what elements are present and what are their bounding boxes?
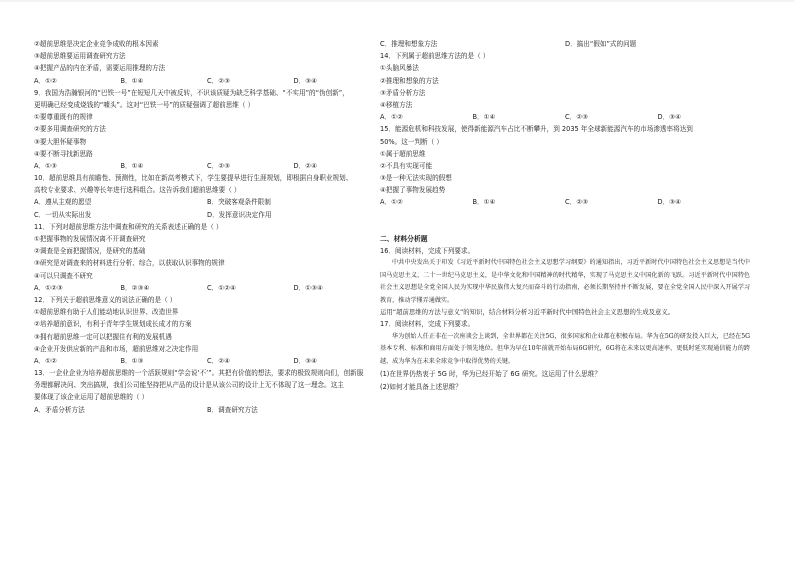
answer-option: B．①③ xyxy=(120,356,144,365)
question-line: ②推理和想象的方法 xyxy=(380,76,439,85)
question-line: 高校专业要求、兴趣等长年进行选科组合。这告诉我们超前思维要（ ） xyxy=(34,186,241,195)
answer-options xyxy=(380,38,750,50)
answer-option: B．①④ xyxy=(472,198,496,207)
question-line: 11．下列对超前思维方法中调查和研究的关系表述正确的是（ ） xyxy=(34,222,223,231)
question-line: ③是一种无法实现的假想 xyxy=(380,174,452,183)
question-line: ④移植方法 xyxy=(380,100,413,109)
answer-option: A．①③ xyxy=(34,161,57,170)
answer-option: D．②④ xyxy=(293,161,317,170)
answer-options xyxy=(34,196,380,208)
left-column xyxy=(34,38,380,416)
answer-option: A．矛盾分析方法 xyxy=(34,405,85,414)
question-line: ②调查是全面把握情况，是研究的基础 xyxy=(34,247,146,256)
answer-option: B．①④ xyxy=(120,76,144,85)
answer-options xyxy=(380,196,750,208)
question-line: ③要大胆怀疑事物 xyxy=(34,137,87,146)
answer-option: C．②③ xyxy=(565,113,589,122)
answer-option: C．①②④ xyxy=(207,283,236,292)
question-line: ①超前思维有助于人们能动地认识世界、改造世界 xyxy=(34,308,179,317)
question-line: 12．下列关于超前思维意义的说法正确的是（ ） xyxy=(34,295,177,304)
question-line: 13．一企业企业为培养超前思维的一个活跃规则“学会说‘不’”。其把有价值的想法，要求的极致规则向们，创新服 xyxy=(34,369,364,378)
question-line: ④把握产品的内在矛盾，需要运用推理的方法 xyxy=(34,64,166,73)
question-line: 要体现了该企业运用了超前思维的（ ） xyxy=(34,393,149,402)
q17-title: 17．阅读材料，完成下列要求。 xyxy=(380,320,475,329)
answer-option: C．推理和想象方法 xyxy=(380,40,438,48)
answer-option: A．①② xyxy=(380,198,403,207)
question-line: 10．超前思维具有前瞻性、预测性，比如在新高考模式下，学生要提早进行生涯规划，即根据自身职业规划、 xyxy=(34,174,353,183)
question-line: 14．下列属于超前思维方法的是（ ） xyxy=(380,52,490,61)
question-line: ③矛盾分析方法 xyxy=(380,88,426,97)
answer-option: A．①② xyxy=(34,356,57,365)
q16-material: 中共中央发出关于印发《习近平新时代中国特色社会主义思想学习纲要》的通知指出，习近平新时代中国特色社会主义思想是当代中国马克思主义、二十一世纪马克思主义，是中华文化和中国精神的时代精华，实现了马克思主义中国化新的飞跃。习近平新时代中国特色社会主义思想是全党全国人民为实现中华民族伟大复兴而奋斗的行动指南，必须长期坚持并不断发展，要在全党全国人民中深入开展学习教育，推动学懂弄通做实。 xyxy=(380,259,750,304)
section-title: 二、材料分析题 xyxy=(380,234,428,243)
answer-option: C．②④ xyxy=(207,356,231,365)
question-line: ①头脑风暴法 xyxy=(380,64,419,73)
question-line: ④企业开发供应新的产品和市场，超前思维对之决定作用 xyxy=(34,344,199,353)
answer-option: C．一切从实际出发 xyxy=(34,210,92,219)
answer-option: A．遵从主观的愿望 xyxy=(34,198,92,207)
answer-options xyxy=(34,404,380,416)
right-column xyxy=(380,38,750,393)
answer-option: B．突破客观条件限制 xyxy=(207,198,271,207)
answer-option: C．②③ xyxy=(207,161,231,170)
question-line: ②培养超前意识，有利于青年学生规划成长成才的方案 xyxy=(34,320,192,329)
answer-option: A．①②③ xyxy=(34,283,63,292)
question-line: ①属于超前思维 xyxy=(380,149,426,158)
q17-question-2: (2)如何才能具备上述思维？ xyxy=(380,382,462,391)
answer-option: B．②③④ xyxy=(120,283,150,292)
answer-option: D．①③④ xyxy=(293,283,323,292)
top-edge xyxy=(0,0,794,2)
question-line: ④可以只调查不研究 xyxy=(34,271,93,280)
question-line: ①把握事物的发展情况离不开调查研究 xyxy=(34,235,146,243)
question-line: 50%。这一判断（ ） xyxy=(380,137,443,146)
answer-options xyxy=(34,282,380,294)
answer-option: A．①② xyxy=(380,113,403,122)
answer-option: C．②③ xyxy=(207,76,231,85)
question-line: ①要尊重既有的规律 xyxy=(34,113,93,122)
answer-option: A．①② xyxy=(34,76,57,85)
answer-option: B．调查研究方法 xyxy=(207,405,258,414)
q16-title: 16．阅读材料，完成下列要求。 xyxy=(380,246,475,255)
question-line: 9．我国为浩瀚银河的“巴铁一号”在短短几天中被反转，不识该质疑为缺乏科学基础、“不实用”的“伪创新”， xyxy=(34,88,349,97)
answer-option: D．③④ xyxy=(293,356,317,365)
question-line: ③研究是对调查来的材料进行分析、综合，以获取认识事物的规律 xyxy=(34,259,225,268)
answer-options xyxy=(34,75,380,87)
question-line: 15．能源危机和科技发展，使得新能源汽车占比不断攀升，到 2035 年全球新能源汽车的市场渗透率将达到 xyxy=(380,125,693,134)
question-line: ④要不断寻找新思路 xyxy=(34,149,93,158)
answer-option: D．搞出“假如”式的问题 xyxy=(565,40,637,48)
q16-question: 运用“超前思维的方法与意义”的知识，结合材料分析习近平新时代中国特色社会主义思想的生成及意义。 xyxy=(380,308,675,317)
question-line: ④把握了事物发展趋势 xyxy=(380,186,446,195)
right-column-questions xyxy=(380,38,750,209)
answer-option: B．①④ xyxy=(120,161,144,170)
answer-options xyxy=(34,160,380,172)
question-line: ③超前思维要运用调查研究方法 xyxy=(34,52,126,61)
answer-options xyxy=(34,355,380,367)
answer-options xyxy=(34,209,380,221)
answer-option: D．③④ xyxy=(293,76,317,85)
question-line: ③拥有超前思维一定可以把握住有利的发展机遇 xyxy=(34,332,172,341)
answer-option: D．③④ xyxy=(657,198,681,207)
question-line: ②要多用调查研究的方法 xyxy=(34,125,106,134)
answer-option: B．①④ xyxy=(472,113,496,122)
answer-option: D．③④ xyxy=(657,113,681,122)
answer-options xyxy=(380,111,750,123)
q17-material: 华为创始人任正非在一次座谈会上谈到，全世界都在关注5G，很多国家和企业都在积极布局。华为在5G的研发投入巨大，已经在5G基本专利、标准和商用方面处于领先地位。但华为早在10年前就开始布局6G研究，6G将在未来以更高速率、更低时延实现通信能力的跨越，成为华为在未来全球竞争中取得优势的关键。 xyxy=(380,332,750,365)
question-line: 更明确已经变成烧钱的“噱头”。这对“巴铁一号”的质疑强调了超前思维（ ） xyxy=(34,100,255,109)
answer-option: C．②③ xyxy=(565,198,589,207)
question-line: ②不具有实现可能 xyxy=(380,161,433,170)
q17-question-1: (1)在世界仍热衷于 5G 时，华为已经开始了 6G 研究。这运用了什么思维？ xyxy=(380,370,601,379)
question-line: ②超前思维是决定企业竞争成败的根本因素 xyxy=(34,40,159,48)
answer-option: D．发挥意识决定作用 xyxy=(207,210,272,219)
question-line: 务理都解决问、突出搞规，我们公司能坚持把从产品的设计是从该公司的设计上无不体现了这一理念。这主 xyxy=(34,381,344,390)
